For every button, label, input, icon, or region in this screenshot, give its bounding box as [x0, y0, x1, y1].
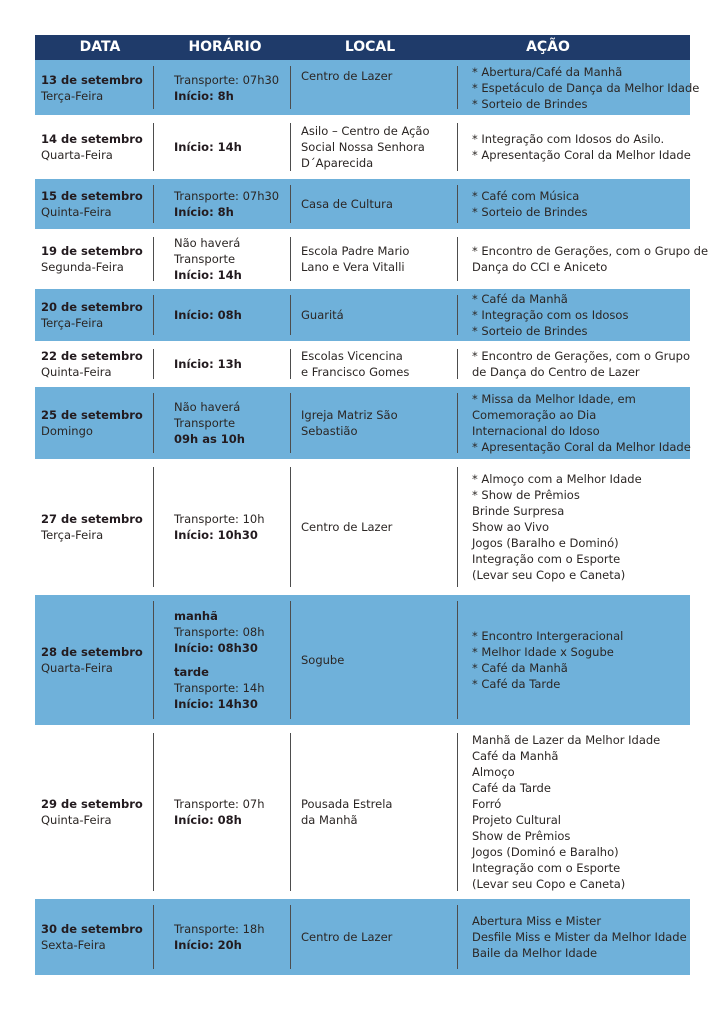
local-line: Centro de Lazer	[301, 69, 393, 83]
table-row	[35, 899, 690, 975]
column-divider	[153, 733, 154, 891]
time-line: Início: 08h	[174, 308, 242, 322]
action-item: * Sorteio de Brindes	[472, 205, 588, 219]
local-line: Guaritá	[301, 308, 344, 322]
action-cell	[472, 387, 691, 459]
action-item: Brinde Surpresa	[472, 504, 565, 518]
time-line: Início: 13h	[174, 357, 242, 371]
weekday-text: Quarta-Feira	[41, 148, 113, 162]
action-cell	[472, 289, 687, 341]
column-divider	[457, 601, 458, 719]
column-divider	[153, 185, 154, 223]
time-line: Início: 14h	[174, 268, 242, 282]
action-cell	[472, 231, 709, 287]
column-divider	[457, 295, 458, 335]
weekday-text: Quinta-Feira	[41, 205, 112, 219]
column-divider	[290, 733, 291, 891]
time-line: Transporte: 10h	[174, 512, 265, 526]
column-divider	[153, 905, 154, 969]
action-item: * Abertura/Café da Manhã	[472, 64, 623, 79]
action-item: Internacional do Idoso	[472, 424, 600, 438]
time-line: Início: 8h	[174, 205, 234, 219]
time-line: tarde	[174, 665, 209, 679]
action-cell	[472, 117, 691, 177]
date-text: 28 de setembro	[41, 645, 143, 659]
local-cell	[301, 727, 451, 897]
time-line: Início: 10h30	[174, 528, 258, 542]
action-item: Dança do CCI e Aniceto	[472, 260, 608, 274]
column-divider	[290, 185, 291, 223]
action-item: Baile da Melhor Idade	[472, 946, 598, 960]
local-cell	[301, 117, 451, 177]
action-item: (Levar seu Copo e Caneta)	[472, 568, 626, 582]
time-line: Início: 8h	[174, 88, 234, 103]
weekday-text: Sexta-Feira	[41, 938, 106, 952]
date-cell	[41, 231, 149, 287]
action-item: * Almoço com a Melhor Idade	[472, 472, 642, 486]
action-item: * Café com Música	[472, 189, 580, 203]
time-line: Não haverá	[174, 400, 241, 414]
date-text: 30 de setembro	[41, 922, 143, 936]
action-cell	[472, 595, 687, 725]
table-row	[35, 727, 690, 897]
column-divider	[457, 349, 458, 379]
action-item: * Café da Manhã	[472, 661, 568, 675]
action-item: Almoço	[472, 765, 515, 779]
weekday-text: Quinta-Feira	[41, 365, 112, 379]
date-cell	[41, 179, 149, 229]
action-item: Manhã de Lazer da Melhor Idade	[472, 733, 661, 747]
time-line: Transporte: 07h30	[174, 72, 280, 87]
column-divider	[457, 66, 458, 109]
weekday-text: Domingo	[41, 424, 93, 438]
action-item: * Sorteio de Brindes	[472, 324, 588, 338]
action-item: * Missa da Melhor Idade, em	[472, 392, 636, 406]
column-divider	[290, 905, 291, 969]
date-text: 15 de setembro	[41, 189, 143, 203]
action-item: * Encontro de Gerações, com o Grupo	[472, 349, 690, 363]
local-cell	[301, 387, 451, 459]
time-line: Transporte	[174, 252, 236, 266]
table-row	[35, 461, 690, 593]
local-line: e Francisco Gomes	[301, 365, 410, 379]
date-cell	[41, 343, 149, 385]
local-cell	[301, 343, 451, 385]
time-cell	[174, 343, 289, 385]
time-cell	[174, 727, 289, 897]
local-cell	[301, 289, 451, 341]
weekday-text: Terça-Feira	[41, 528, 104, 542]
column-divider	[290, 349, 291, 379]
column-divider	[457, 733, 458, 891]
table-row	[35, 117, 690, 177]
action-item: * Espetáculo de Dança da Melhor Idade	[472, 80, 700, 95]
header-horario: HORÁRIO	[188, 39, 262, 55]
local-line: Social Nossa Senhora	[301, 140, 425, 154]
local-cell	[301, 60, 451, 115]
action-cell	[472, 461, 687, 593]
time-cell	[174, 231, 289, 287]
action-item: Show ao Vivo	[472, 520, 550, 534]
time-cell	[174, 595, 289, 725]
date-cell	[41, 289, 149, 341]
weekday-text: Terça-Feira	[41, 316, 104, 330]
column-divider	[153, 237, 154, 281]
action-item: * Encontro de Gerações, com o Grupo de	[472, 244, 709, 258]
time-line: 09h as 10h	[174, 432, 245, 446]
date-cell	[41, 461, 149, 593]
local-line: Escolas Vicencina	[301, 349, 403, 363]
table-header	[35, 35, 690, 60]
date-text: 27 de setembro	[41, 512, 143, 526]
column-divider	[457, 393, 458, 453]
local-line: Igreja Matriz São	[301, 408, 398, 422]
table-row	[35, 387, 690, 459]
time-line: Não haverá	[174, 236, 241, 250]
action-item: Integração com o Esporte	[472, 552, 621, 566]
time-cell	[174, 117, 289, 177]
action-item: Café da Manhã	[472, 749, 559, 763]
column-divider	[457, 905, 458, 969]
table-row	[35, 179, 690, 229]
action-item: Forró	[472, 797, 502, 811]
column-divider	[153, 467, 154, 587]
weekday-text: Quinta-Feira	[41, 813, 112, 827]
local-cell	[301, 595, 451, 725]
local-line: Sebastião	[301, 424, 358, 438]
time-line: Início: 14h	[174, 140, 242, 154]
column-divider	[290, 123, 291, 171]
time-line: manhã	[174, 609, 218, 623]
local-line: Centro de Lazer	[301, 520, 393, 534]
action-item: Desfile Miss e Mister da Melhor Idade	[472, 930, 687, 944]
action-item: Jogos (Baralho e Dominó)	[472, 536, 619, 550]
column-divider	[153, 349, 154, 379]
schedule-table	[35, 35, 709, 975]
time-line: Transporte: 14h	[174, 681, 265, 695]
date-text: 29 de setembro	[41, 797, 143, 811]
action-item: Projeto Cultural	[472, 813, 561, 827]
time-line: Transporte: 08h	[174, 625, 265, 639]
table-row	[35, 289, 690, 341]
time-line: Início: 08h30	[174, 641, 258, 655]
action-cell	[472, 179, 687, 229]
column-divider	[153, 601, 154, 719]
local-cell	[301, 461, 451, 593]
table-body	[35, 60, 709, 975]
column-divider	[290, 393, 291, 453]
date-text: 13 de setembro	[41, 72, 143, 87]
weekday-text: Segunda-Feira	[41, 260, 124, 274]
time-line: Transporte: 07h	[174, 797, 265, 811]
action-item: * Café da Manhã	[472, 292, 568, 306]
column-divider	[457, 123, 458, 171]
action-item: (Levar seu Copo e Caneta)	[472, 877, 626, 891]
action-item: * Sorteio de Brindes	[472, 96, 588, 111]
action-item: Comemoração ao Dia	[472, 408, 597, 422]
column-divider	[290, 601, 291, 719]
date-text: 22 de setembro	[41, 349, 143, 363]
time-line: Início: 20h	[174, 938, 242, 952]
column-divider	[290, 467, 291, 587]
table-row	[35, 343, 690, 385]
column-divider	[290, 237, 291, 281]
action-item: de Dança do Centro de Lazer	[472, 365, 640, 379]
local-cell	[301, 231, 451, 287]
column-divider	[153, 66, 154, 109]
local-line: D´Aparecida	[301, 156, 374, 170]
header-local: LOCAL	[344, 39, 396, 55]
action-item: Show de Prêmios	[472, 829, 571, 843]
local-cell	[301, 899, 451, 975]
local-line: Pousada Estrela	[301, 797, 393, 811]
time-line: Início: 14h30	[174, 697, 258, 711]
action-item: * Apresentação Coral da Melhor Idade	[472, 148, 691, 162]
time-cell	[174, 899, 289, 975]
action-item: Abertura Miss e Mister	[472, 914, 602, 928]
column-divider	[290, 295, 291, 335]
local-line: Asilo – Centro de Ação	[301, 124, 430, 138]
header-data: DATA	[79, 39, 121, 55]
time-line: Transporte: 07h30	[174, 189, 280, 203]
date-cell	[41, 387, 149, 459]
action-item: Integração com o Esporte	[472, 861, 621, 875]
action-cell	[472, 343, 690, 385]
date-text: 25 de setembro	[41, 408, 143, 422]
time-cell	[174, 289, 289, 341]
date-cell	[41, 899, 149, 975]
action-cell	[472, 899, 687, 975]
action-cell	[472, 727, 687, 897]
action-item: Jogos (Dominó e Baralho)	[472, 845, 619, 859]
action-item: * Encontro Intergeracional	[472, 629, 624, 643]
time-line: Transporte: 18h	[174, 922, 265, 936]
time-line: Transporte	[174, 416, 236, 430]
time-cell	[174, 387, 289, 459]
action-cell	[472, 60, 700, 115]
table-row	[35, 231, 709, 287]
column-divider	[153, 393, 154, 453]
date-text: 14 de setembro	[41, 132, 143, 146]
local-line: Lano e Vera Vitalli	[301, 260, 405, 274]
action-item: * Integração com os Idosos	[472, 308, 629, 322]
table-row	[35, 60, 700, 115]
action-item: * Melhor Idade x Sogube	[472, 645, 614, 659]
header-acao: AÇÃO	[526, 39, 570, 55]
weekday-text: Terça-Feira	[41, 88, 104, 103]
date-text: 20 de setembro	[41, 300, 143, 314]
column-divider	[153, 295, 154, 335]
date-text: 19 de setembro	[41, 244, 143, 258]
action-item: * Café da Tarde	[472, 677, 561, 691]
action-item: * Show de Prêmios	[472, 488, 580, 502]
action-item: * Integração com Idosos do Asilo.	[472, 132, 665, 146]
date-cell	[41, 117, 149, 177]
time-line: Início: 08h	[174, 813, 242, 827]
weekday-text: Quarta-Feira	[41, 661, 113, 675]
date-cell	[41, 60, 149, 115]
local-line: da Manhã	[301, 813, 358, 827]
local-line: Escola Padre Mario	[301, 244, 410, 258]
local-line: Centro de Lazer	[301, 930, 393, 944]
column-divider	[457, 185, 458, 223]
local-line: Casa de Cultura	[301, 197, 393, 211]
time-cell	[174, 461, 289, 593]
local-line: Sogube	[301, 653, 345, 667]
column-divider	[153, 123, 154, 171]
date-cell	[41, 595, 149, 725]
time-cell	[174, 179, 289, 229]
table-row	[35, 595, 690, 725]
action-item: Café da Tarde	[472, 781, 551, 795]
date-cell	[41, 727, 149, 897]
column-divider	[457, 467, 458, 587]
local-cell	[301, 179, 451, 229]
column-divider	[290, 66, 291, 109]
time-cell	[174, 60, 289, 115]
column-divider	[457, 237, 458, 281]
time-gap	[174, 656, 289, 664]
action-item: * Apresentação Coral da Melhor Idade	[472, 440, 691, 454]
